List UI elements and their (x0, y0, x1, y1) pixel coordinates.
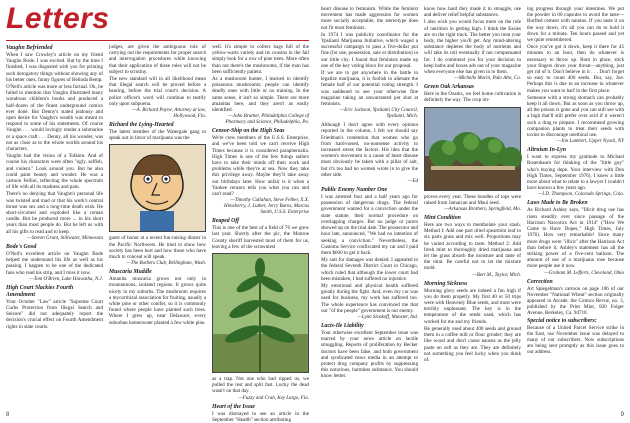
masthead: Letters (6, 2, 110, 35)
page-number-right: 9 (620, 412, 624, 418)
letter-paragraph: I was arrested four and a half years ago for possession of dangerous drugs. The federal government wanted for a conviction under the state statute, their normal procedure on overlapping charges. But no judge or jurors showed up on the trial date. The prosecutor and hour late, announced, "We had no intention of seeking a conviction." Nevertheless, the Customs Service confiscated my car and I paid them $600 to get it back. (321, 194, 418, 256)
letter-signature: —Bert M., Taylor, Mich. (472, 272, 521, 278)
letter-heading: Mint Condition (424, 215, 461, 222)
letter-paragraph: I was dismayed to see an article in the September "Health" section attributing (212, 410, 309, 423)
letter-paragraph: guest of honor at a recent fun-raising dinner in the Pacific Northwest. He tried to show how society has been hurt and how those who have much to conceal will speak. (109, 235, 206, 261)
letter-paragraph: When I saw Crowley's article on my friend Vaughn Bode, I was excited. But by the time I finished, I was disgusted with you for printing such derogatory things without showing any of his better ones, funny figures of Belinda Bemp. (6, 52, 103, 83)
letter-paragraph: Because of a United Parcel Service strike in the East, our November issue was delayed to many of our subscribers. Now subscriptions are being sent promptly as this issue goes to our address. (527, 324, 624, 356)
letter-heading: Richard the Lying-Hearted (109, 122, 174, 129)
left-column-2 (109, 44, 206, 410)
letter-signature: —Ed (408, 179, 418, 185)
letter-paragraph: Your otherwise excellent September issue was marred by your news article on lactile smuggling. Reports of proliferation by Becker doctors have been false, and both government and syndicated news media in an attempt to protect drug company profits by suppressing this notorious, harmless substance. You should know better. (321, 329, 418, 380)
letter-paragraph: Here in the Ozarks, we feel home cultivation is definitely the way. The crop im- (424, 91, 521, 104)
letter-paragraph: This is one of the best of a field of 76 we grew last year. Shortly after the pic, the Monroe County sheriff harvested most of them for us, leaving a few of the scrawniest (212, 225, 309, 250)
letter-paragraph: ing progress through your intestines. We put the powder in 00 capsules to avoid the taste—Burfted cement with tannins. If you taste it on the way down, it's all you can do to hold it down for a minute. Ten hours passed and yet we quite remembered. (527, 6, 624, 44)
greenhouse-crop-photo (424, 107, 521, 191)
letter-signature: —Steven Grant, Stillwater, Minnesota (27, 235, 103, 241)
letter-paragraph: Although I don't agree with every opinion reported in the column, I felt we should say Friedman's contention that women who go from hard-nosed, no-nonsense activity to increased stress the factors. His idea that the women's movement is a cause of heart disease must obviously be taken with a pillar of salt, but it's too bad no women wrote in to give the other side. (321, 122, 418, 178)
letter-signature: —Fuzzy and Crab, Key Largo, Fla. (238, 395, 309, 401)
letter-heading: Bode's Good (6, 243, 37, 250)
letter-heading: Green Oak Arkansas (424, 84, 475, 91)
letter-heading: Lacts-Ile Liability (321, 322, 364, 329)
letter-paragraph: As Richard Ashley says, "Illicit drug use has risen steadily ever since passage of the Harrison Narcotics Act in 1914" ("How We Came to Have Dopes," High Times, July 1976). How very remarkable! Since many more drugs were "illicit" after the Harrison Act than before it, Ashley's statement has all the striking power of a five-cent balloon. The amount of use of a marijuana rose because more people use it now. (527, 207, 624, 270)
letter-heading: Reaped Off (212, 218, 240, 225)
right-column-3 (527, 6, 624, 410)
letter-paragraph: My emotional and physical health suffered greatly during the fight. And, even my car was used for business, my work has suffered too. The whole experience has convinced me that our "of the people" government is our enemy. (321, 282, 418, 314)
right-columns (321, 6, 624, 410)
letter-signature: —Michelle Morin, Palo Alto, Ca. (454, 76, 521, 82)
letter-paragraph: In 1974 I was publicity coordinator for the Ypsilanti Marijuana Initiative, which waged a successful campaign to pass a five-dollar pot fine (for use, possession, sale or distribution) in our little city. I found that feminists made up one of the key voting blocs for our proposal. (321, 31, 418, 69)
letter-signature: —Arkansas Brothers, Springfield, Mo. (444, 207, 521, 213)
letter-paragraph: know how hard they made it to smuggle, use and deliver relief helpful substances. (424, 6, 521, 19)
letter-paragraph: Art Spiegelman's cartoon on page 106 of our November "National Wheat" section originally appeared in Arcade, the Comics Revue, no. 3, published by the Print Mint, 830 Folger Avenue, Berkeley, Ca. 94710. (527, 285, 624, 317)
letter-signature: —The Bothers Club, Bellingham, Wash. (126, 261, 206, 267)
letter-signature: —J.D. Thompson, Colorado Springs, Colo. (537, 192, 624, 198)
letter-signature: —Graham M. Lefferts, Cleveland, Ohio (544, 270, 624, 276)
letter-heading: Laws Made to Be Broken (527, 200, 588, 207)
left-column-1 (6, 44, 103, 410)
letter-paragraph: judges, are given the ambiguous role of carrying out the requirements for proper search and interrogation procedures while knowing that their application of these rules will not be subject to scrutiny. (109, 44, 206, 75)
letter-paragraph: O'Neil's excellent article on Vaughn Bode helped me understand his life as well as his passing. I happen to be one of the dedicated fans who read his strip, and I miss it now. (6, 250, 103, 276)
letter-paragraph: Your October "Law" article "Supreme Court Curbs Protection from Illegal Search and Seizure" did not adequately report the decision's crucial effect on Fourth Amendment rights in state courts. (6, 298, 103, 330)
left-column-3 (212, 44, 309, 423)
letter-paragraph: Vaughn had the vision of a Tolkien. And of course his characters were often "ugly, selfish, and violent." Look around you. But he also could paint beauty and wonder. He was a cartoon Fellini, reflecting the whole spectrum of life with all its madness and pain. (6, 153, 103, 191)
letter-paragraph: Here are two ways to mentholate your stash. Method I: Add one part dried spearmint leaf to six parts grass and mix well. Proportions may be varied according to taste. Method 2: Add fresh mint to thoroughly dried marijuana and let the grass absorb the moisture and taste of the mint. Be careful not to let the mixture mold. (424, 222, 521, 272)
letter-heading: Public Enemy Number One (321, 187, 388, 194)
page-number-left: 8 (6, 412, 10, 418)
letter-paragraph: The latest member of the Watergate gang to speak out in favor of marijuana was the (109, 129, 206, 142)
left-columns (6, 44, 309, 423)
letter-signature: —Eric Jackson, Ypsilanti City Council, Ypsilanti, Mich. (339, 108, 418, 120)
letter-paragraph: I want to express my gratitude to Michael Rosenbaum for thinking of the "little guy" who's buying dope. Your interview with Don High Times, September 1976). I knew a little more about what to relate to a lawyer I couldn't have known a few years ago. (527, 154, 624, 192)
letter-paragraph: As a mushroom hunter, I learned to identify poisonous mushrooms; people can identify deadly ones with little or no training. In the same sense, it isn't so simple. There are more amanitas here, and they aren't as easily identified. (212, 76, 309, 114)
letter-paragraph: proves every year. These bundles of tops were raised from Jamaican and Maui seed. (424, 193, 521, 206)
letter-paragraph: The new standard will in all likelihood mean that illegal search will be proved before a hearing, before the trial court's decision. A police officer's word will continue to testify only upon subpoena. (109, 76, 206, 107)
marijuana-plant-photo (212, 253, 309, 373)
letter-paragraph: Morning glory seeds are indeed a fun high if you do them properly. My first 40 or 50 trips were with Heavenly Blue seeds, and most were terribly unpleasant. The key is in the temperature of the seeds used, which has worked for me and my friends. (424, 287, 521, 325)
letter-signature: —Lynn Sivakoff, Munster, Ind. (357, 314, 418, 320)
letter-paragraph: as a trap. Not one who had ripped us, we pulled the rest and split fast. Lucky the dead wasn't on that day. (212, 376, 309, 395)
letter-paragraph: Amanita muscaria grows not only in mountainous, isolated regions. It grows quite nicely in my suburbs. The mushroom requires a mycorrhizal association for fruiting, usually a white pine or other conifer, so it is commonly found where people have planted such trees. Where I grew up, near Delaware, every suburban homeowner planted a few white pine. (109, 276, 206, 326)
letter-signature: —A. Richard Payne, Attorney at law, Hollywood, Fla. (132, 108, 206, 120)
letter-paragraph: O'Neil's article was more or less factual. Ok, he failed to mention that Vaughn illustrated many wondrous children's books and produced a half-dozen of the finest underground comics ever done. But Denny's stated jealousy and open desire for Vaughn's wealth was meant to respond to some of his statements. Of course Vaughn . . . would lovingly render a submarine or a space craft . . . Denny, all his wonder, was not as close as to the whole worlds around his characters. (6, 84, 103, 153)
right-page (315, 0, 630, 420)
letter-heading: Correction (527, 278, 553, 285)
letter-heading: Vaughn Befriended (6, 45, 53, 51)
letter-heading: Altruism In-Lyn (527, 147, 566, 154)
letter-paragraph: He generally used about 400 seeds and ground them in a coffee mill or flour grinder; they are like wood and don't cause nausea as the jelly paste on soft as they are. They are definitely not something you feel lucky when you think of. (424, 325, 521, 363)
header-rule (6, 40, 309, 41)
letter-signature: —Timothy Cullahan, Steve Felber, X.X. Himsberry, J. Luther, Jerry Burns, Marcus Smith, U.S.S. Enterprise (224, 198, 309, 216)
letter-signature: —Jim Lambert, Upper Nyack, NY (556, 139, 624, 145)
letter-heading: Censor-Ship on the High Seas (212, 128, 285, 135)
letter-paragraph: Once you've got it down, keep it there for 45 minutes to an hour, then do whatever is necessary to throw up. Rum in place, stick your fingers down your throat—anything, just get rid of it. Don't believe in it . . . Don't forget so easy to count 400 seeds. But, say, Joe. Perhaps this is due to an increase in whatever makes you want to barf in the first place. (527, 44, 624, 94)
right-column-1 (321, 6, 418, 410)
letter-paragraph: I also wish you would focus more on the role of nutrition in getting high. I think the Essies are on the right track. The better you treat your body, the higher you'll get. Any mind-altering substance depletes the body of nutrients and will take its toll eventually if not compensated for. I do commend you for your decision to keep baths and boxes ads out of your magazine when everyone else has given in to them. (424, 19, 521, 76)
letter-heading: Morning Sickness (424, 280, 468, 287)
letter-heading: Heart of the Issue (212, 403, 255, 410)
letter-paragraph: well. It's simple to collect bags full of the yellow-warts variety and its cousins in the fall simply look for a row of pine trees. More often than not there's the mushrooms, if the man has been sufficiently patient. (212, 44, 309, 75)
letter-paragraph: We're crew members of the U.S.S. Enterprise, and we've been told we can't receive High Times because it is considered paraphernalia. High Times is one of the few things sailors have to take their minds off their work and problems while they're at sea. Now they take this privilege away. Maybe they'll take away our birthdays later. How unfair is it when a Yankee censors tells you what you can and can't read? (212, 135, 309, 198)
letter-paragraph: If we are to get anywhere in the battle to legalize marijuana, it is foolish to alienate the female half of our potential voting strength. I was saddened to see your otherwise fine magazine taking an unwarranted pot shot at feminists. (321, 70, 418, 108)
letter-heading: High Court Slackies Fourth Amendment (6, 284, 74, 298)
letter-paragraph: There's no denying that Vaughn's personal life was twisted and mad or that his work's central thrust was sex and a long-time death wish. He short-circuited and exploded like a roman candle. But he produced more ... in his short years than most people do. But he left us with all his gifts to read and to keep. (6, 191, 103, 235)
letter-signature: —John Bruther, Philadelphia College of Pharmacy and Science, Philadelphia, Pa. (225, 114, 309, 126)
letter-heading: Special notice to subscribers: (527, 317, 597, 324)
letter-paragraph: My suit for damages was denied. I appealed to the federal Seventh District Court in Chicago, which ruled that although the lower court had been mistaken, I had suffered no injustice. (321, 257, 418, 282)
letter-paragraph: Someone with a strong stomach can probably keep it all down. But as soon as you throw up, all the poison is gone and you can still see with a high that'll still prefer over acid if it weren't such a drag to prepare. I recommend growing companion plants to treat their seeds with toxins to discourage unethical use. (527, 94, 624, 139)
cartoon-illustration (109, 144, 206, 232)
right-column-2 (424, 6, 521, 410)
letter-paragraph: heart disease to feminism. While the feminist movement has made aggression for women more socially acceptable, the stereotype does not fit most feminists. (321, 6, 418, 31)
letter-heading: Muscaria Muddle (109, 269, 152, 276)
letter-signature: —Tom O'Brien, Lake Hiawatha, N.J. (29, 276, 103, 282)
